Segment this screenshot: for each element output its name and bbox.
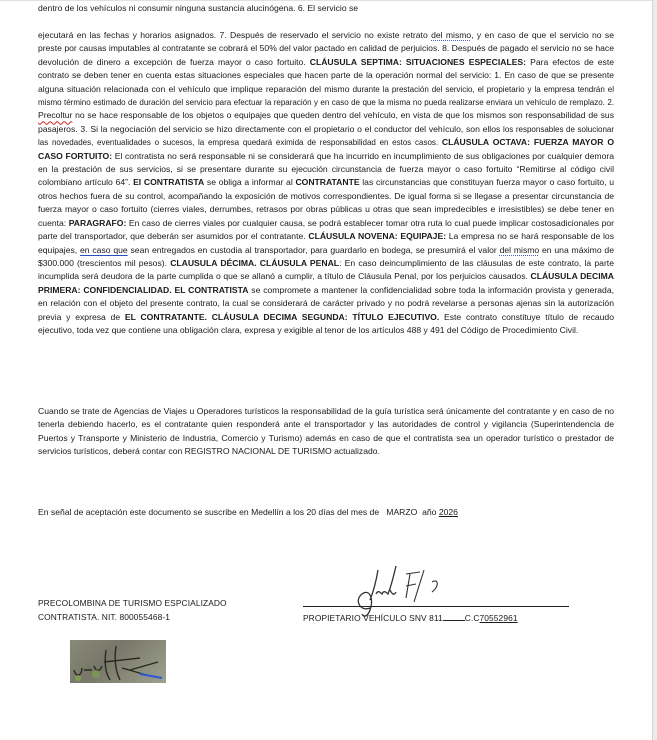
clause-title-decima-segunda: EL CONTRATANTE. CLÁUSULA DECIMA SEGUNDA: TÍTULO EJECUTIVO. xyxy=(124,311,440,322)
paragraph-text: Cuando se trate de Agencias de Viajes u Operadores turísticos la responsabilidad de la guía turística será únicamente del contratante y en caso de no tenerla debiendo hacerlo, es el contratante quien responderá ante el transportador y las autoridades de control y vigilancia (Superintendencia de Puertos y Transporte y Ministerio de Industria, Comercio y Turismo) además en caso de que el contratista sea un operador turístico o prestador de servicios turísticos, deberá contar con REGISTRO NACIONAL DE TURISMO actualizado. xyxy=(38,406,614,457)
owner-cc-number: 70552961 xyxy=(479,613,518,623)
bold-term: CONTRATANTE xyxy=(295,177,360,188)
owner-cc-label: C.C xyxy=(464,613,480,623)
clause-text: sean entregados en custodia al transportador, para guardarlo en bodega, se presumirá el valor xyxy=(127,244,500,255)
clause-text: se compromete a mantener la confidencialidad sobre toda la información provista y generada, en relación con el objeto del presente contrato, la cual se considerará de carácter privado y no podrá revelarse a personas ajenas sin la autorización previa y expresa de xyxy=(38,284,614,322)
clause-text: en una máximo de $300.000 (trescientos mil pesos). xyxy=(38,244,614,268)
acceptance-text: días del mes de xyxy=(316,507,382,517)
contractor-signature-block xyxy=(38,597,227,624)
owner-signature-line xyxy=(303,606,569,607)
clause-title-decima-primera: CLÁUSULA DECIMA PRIMERA: CONFIDENCIALIDAD. EL CONTRATISTA xyxy=(38,271,614,295)
text-line-top xyxy=(38,2,614,15)
clause-text: Este contrato constituye título de recaudo ejecutivo, toda vez que contiene una obligación clara, expresa y exigible al tenor de los artículos 488 y 491 del Código de Procedimiento Civil. xyxy=(38,311,614,335)
clause-title-decima: CLAUSULA DÉCIMA. CLÁUSULA PENAL xyxy=(170,257,340,268)
acceptance-text: En señal de aceptación este documento se suscribe en Medellín a los xyxy=(38,507,307,517)
grammar-flag-text[interactable]: en caso que xyxy=(80,244,128,255)
grammar-flag-text[interactable]: del mismo xyxy=(499,244,540,255)
acceptance-year: 2026 xyxy=(438,507,458,517)
clause-text-small: durante la prestación del servicio, el propietario y la empresa tendrán el mismo término estimado de duración del servicio para efectuar la reparación y en caso de que la misma no pueda realizarse enviara un vehículo de remplazo. 2. xyxy=(38,84,614,108)
paragraph-fragment: dentro de los vehículos ni consumir ninguna sustancia alucinógena. 6. El servicio se xyxy=(38,3,359,13)
clause-text: Para efectos de este contrato se deben tener en cuenta estas situaciones especiales que hacen parte de la operación normal del servicio: 1. En caso de que se presente alguna situación relacionada con el vehículo que implique reparación del mismo xyxy=(38,56,614,94)
clause-text: , y en caso de que el servicio no se preste por causas imputables al contratante se cobrará el 50% del valor pactado en calidad de perjuicios. 8. Después de pagado el servicio no se hace devolución de dinero a excepción de fuerza mayor o caso fortuito. xyxy=(38,30,614,67)
acceptance-month: MARZO xyxy=(386,507,418,517)
page-top-border xyxy=(0,0,652,1)
stamp-signature-icon xyxy=(70,640,166,683)
clause-title-novena: CLÁUSULA NOVENA: EQUIPAJE: xyxy=(308,231,447,242)
contractor-nit: CONTRATISTA. NIT. 800055468-1 xyxy=(38,611,170,622)
clause-title-octava: CLÁUSULA OCTAVA: FUERZA MAYOR O CASO FORTUITO: xyxy=(38,137,615,161)
clause-text: ejecutará en las fechas y horarios asignados. 7. Después de reservado el servicio no existe retrato xyxy=(38,30,432,40)
clause-text: no se hace responsable de los objetos o equipajes que queden dentro del vehículo, en vista de que los mismos son responsabilidad de sus pasajeros. 3. Si la negociación del servicio se hizo directamente con el propietario o el conductor del vehículo, son ellos xyxy=(38,110,614,134)
acceptance-line xyxy=(38,506,614,519)
bold-term: El CONTRATISTA xyxy=(133,177,205,188)
acceptance-text: año xyxy=(419,507,439,517)
clause-text: : En caso deincumplimiento de las cláusulas de este contrato, la parte incumplida será deudora de la parte cumplida o que se allanó a cumplir, a título de Cláusula Penal, por los perjuicios causados. xyxy=(38,257,614,282)
acceptance-day: 20 xyxy=(306,507,317,517)
owner-label: PROPIETARIO VEHÍCULO SNV 811 xyxy=(303,613,443,623)
clause-text: las circunstancias que constituyan fuerza mayor o caso fortuito, u otros hechos fuera de su control, acompañando la exposición de motivos correspondientes. De igual forma si se llegase a presentar circunstancia de fuerza mayor o caso fortuito (cierres viales, derrumbes, retrasos por obras públicas u otras que sean impredecibles e irresistibles) se debe tener en cuenta: xyxy=(38,177,614,228)
contractor-signature-stamp xyxy=(70,640,166,683)
bold-term: PARAGRAFO: xyxy=(68,217,127,228)
clause-text: En caso de cierres viales por cualquier causa, se podrá establecer tomar otra ruta lo cual puede implicar costosadicionales por parte del transportador, que deberán ser asumidos por el contratante. xyxy=(38,217,614,242)
clause-text: se obliga a informar al xyxy=(204,177,296,188)
page-gutter xyxy=(653,0,657,740)
clause-text-small: los responsables de solucionar las novedades, eventualidades o sucesos, la empresa quedará eximida de responsabilidad en estos casos. xyxy=(38,124,615,148)
contractor-company-name: PRECOLOMBINA DE TURISMO ESPCIALIZADO xyxy=(38,598,227,608)
clauses-paragraph xyxy=(38,29,614,337)
clause-text: La empresa no se hará responsable de los equipajes, xyxy=(38,231,615,255)
clause-title-septima: CLÁUSULA SEPTIMA: SITUACIONES ESPECIALES: xyxy=(309,56,527,67)
clause-text: El contratista no será responsable ni se considerará que ha incurrido en incumplimiento de sus obligaciones por cualquier demora en la prestación de sus servicios, si se presentare durante su ejecución circunstancia de fuerza mayor o caso fortuito “Remitirse al código civil colombiano artículo 64”. xyxy=(38,150,614,188)
spelling-flag-text[interactable]: Precoltur xyxy=(38,110,73,121)
grammar-flag-text[interactable]: del mismo xyxy=(431,30,472,40)
owner-signature-block xyxy=(303,611,562,626)
agencies-paragraph xyxy=(38,405,614,459)
